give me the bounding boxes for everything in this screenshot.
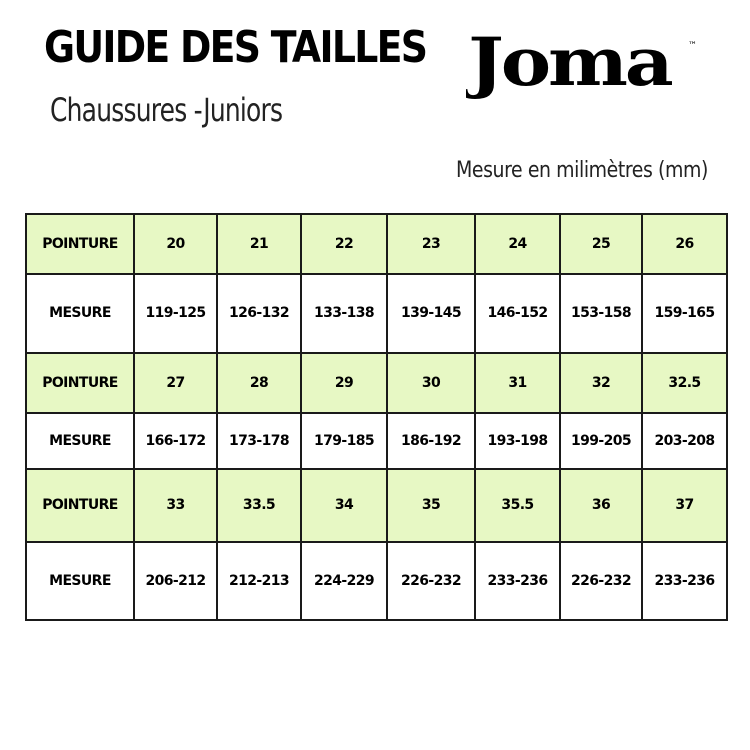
measure-value-cell: 173-178 — [217, 413, 301, 469]
measure-value-cell: 224-229 — [301, 542, 387, 620]
size-value-cell: 20 — [134, 214, 217, 274]
measure-row — [26, 274, 727, 352]
measure-value-cell: 159-165 — [642, 274, 727, 352]
size-value-cell: 33.5 — [217, 469, 301, 541]
size-value-cell: 35.5 — [475, 469, 560, 541]
size-chart-body — [26, 214, 727, 620]
measure-value-cell: 203-208 — [642, 413, 727, 469]
size-value-cell: 29 — [301, 353, 387, 413]
measure-value-cell: 233-236 — [642, 542, 727, 620]
size-value-cell: 32 — [560, 353, 642, 413]
measure-row — [26, 542, 727, 620]
measure-value-cell: 119-125 — [134, 274, 217, 352]
measure-value-cell: 186-192 — [387, 413, 475, 469]
unit-note: Mesure en milimètres (mm) — [456, 158, 708, 183]
size-value-cell: 24 — [475, 214, 560, 274]
size-value-cell: 34 — [301, 469, 387, 541]
size-value-cell: 32.5 — [642, 353, 727, 413]
size-row-header: POINTURE — [26, 353, 134, 413]
size-row — [26, 214, 727, 274]
size-value-cell: 21 — [217, 214, 301, 274]
measure-value-cell: 193-198 — [475, 413, 560, 469]
size-value-cell: 35 — [387, 469, 475, 541]
size-row-header: POINTURE — [26, 214, 134, 274]
size-value-cell: 22 — [301, 214, 387, 274]
size-chart-table — [25, 213, 728, 621]
measure-value-cell: 199-205 — [560, 413, 642, 469]
size-row — [26, 469, 727, 541]
joma-logo — [466, 26, 706, 110]
measure-value-cell: 233-236 — [475, 542, 560, 620]
trademark-mark: ™ — [688, 41, 697, 51]
size-value-cell: 30 — [387, 353, 475, 413]
measure-value-cell: 153-158 — [560, 274, 642, 352]
size-value-cell: 23 — [387, 214, 475, 274]
measure-value-cell: 166-172 — [134, 413, 217, 469]
size-value-cell: 36 — [560, 469, 642, 541]
size-row — [26, 353, 727, 413]
brand-wordmark: Joma — [468, 26, 671, 101]
size-value-cell: 37 — [642, 469, 727, 541]
measure-value-cell: 146-152 — [475, 274, 560, 352]
measure-row-header: MESURE — [26, 542, 134, 620]
size-value-cell: 26 — [642, 214, 727, 274]
measure-row — [26, 413, 727, 469]
measure-value-cell: 212-213 — [217, 542, 301, 620]
size-value-cell: 27 — [134, 353, 217, 413]
size-value-cell: 25 — [560, 214, 642, 274]
page-title: GUIDE DES TAILLES — [44, 22, 427, 73]
measure-row-header: MESURE — [26, 413, 134, 469]
measure-value-cell: 226-232 — [560, 542, 642, 620]
measure-value-cell: 226-232 — [387, 542, 475, 620]
measure-row-header: MESURE — [26, 274, 134, 352]
measure-value-cell: 126-132 — [217, 274, 301, 352]
size-value-cell: 28 — [217, 353, 301, 413]
size-row-header: POINTURE — [26, 469, 134, 541]
size-value-cell: 31 — [475, 353, 560, 413]
measure-value-cell: 139-145 — [387, 274, 475, 352]
measure-value-cell: 133-138 — [301, 274, 387, 352]
measure-value-cell: 179-185 — [301, 413, 387, 469]
measure-value-cell: 206-212 — [134, 542, 217, 620]
size-value-cell: 33 — [134, 469, 217, 541]
page-subtitle: Chaussures -Juniors — [50, 91, 283, 129]
